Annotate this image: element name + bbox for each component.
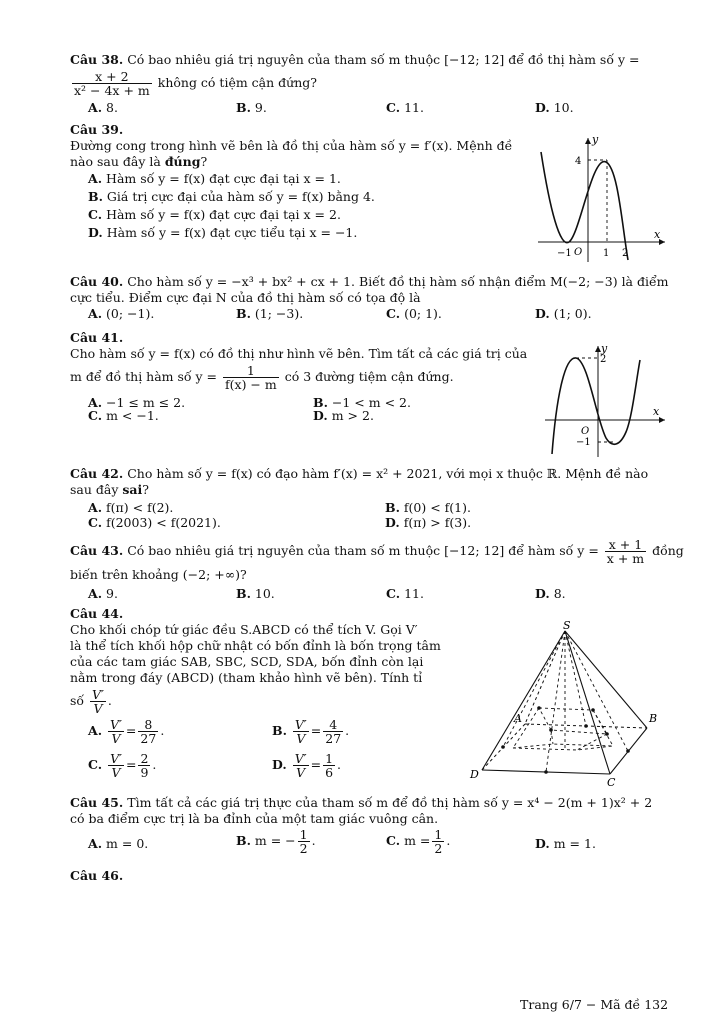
question-label: Câu 41. [70,330,124,345]
vertex-label: B [649,712,658,725]
point [626,749,630,753]
function-graph [540,342,670,462]
question-42: Câu 42. Cho hàm số y = f(x) có đạo hàm f′(x) = x² + 2021, với mọi x thuộc ℝ. Mệnh đề nào sau đây sai? [70,466,649,497]
option-b[interactable]: B. (1; −3). [236,306,304,321]
origin-label: O [574,247,583,258]
question-label: Câu 38. [70,52,124,67]
question-text: của các tam giác SAB, SBC, SCD, SDA, bốn đỉnh còn lại [70,654,424,669]
option-c[interactable]: C. (0; 1). [386,306,442,321]
box-edge [577,734,607,750]
edge-SD [482,631,565,770]
option-d[interactable]: D. 10. [535,100,574,115]
edge-SA [525,631,565,724]
question-text: Cho hàm số y = f(x) có đồ thị như hình vẽ bên. Tìm tất cả các giá trị của [70,346,528,361]
question-46 [70,868,674,884]
question-label: Câu 39. [70,122,124,137]
vertex-label: S [563,619,571,632]
option-a[interactable]: A. −1 ≤ m ≤ 2. [88,395,186,410]
point [591,708,595,712]
origin-label: O [581,426,590,437]
tick-label: 1 [603,248,610,259]
curve [552,358,640,454]
question-text: Có bao nhiêu giá trị nguyên của tham số m thuộc [−12; 12] để đồ thị hàm số y = [127,52,640,67]
question-label: Câu 44. [70,606,124,621]
question-text: có ba điểm cực trị là ba đỉnh của một tam giác vuông cân. [70,811,439,826]
fraction: $\frac{1}{f(x) - m}$ [225,363,277,392]
option-a[interactable]: A. f(π) < f(2). [88,500,174,515]
x-arrow [659,417,665,423]
option-b[interactable]: B. −1 < m < 2. [313,395,411,410]
tick-label: 2 [600,354,607,365]
question-44: Câu 44. Cho khối chóp tứ giác đều S.ABCD có thể tích V. Gọi V′ là thể tích khối hộp chữ nhật có bốn đỉnh là bốn trọng tâm của các tam giác SAB, SBC, SCD, SDA, bốn đỉnh còn lại nằm trong đáy (ABCD) (tham khảo hình vẽ bên). Tính tỉ số $\frac{V'}{V}$ . [70,606,450,715]
point [501,745,505,749]
question-text: Cho hàm số y = −x³ + bx² + cx + 1. Biết đồ thị hàm số nhận điểm M(−2; −3) là điểm [127,274,669,289]
question-text: Có bao nhiêu giá trị nguyên của tham số m thuộc [−12; 12] để hàm số y = [127,543,599,558]
question-43: Câu 43. Có bao nhiêu giá trị nguyên của tham số m thuộc [−12; 12] để hàm số y = $\frac{x + 1}{x + m}$ đồng biến trên khoảng (−2; +∞)? [70,537,684,582]
option-b[interactable]: B. $\frac{V'}{V}$ = $\frac{4}{27}$ . [272,717,350,746]
option-b[interactable]: B. 10. [236,586,275,601]
option-c[interactable]: C. 11. [386,100,424,115]
question-45 [70,795,674,827]
point [584,724,588,728]
box-top [539,708,607,734]
question-38 [70,52,674,97]
curve [541,152,628,260]
option-a[interactable]: A. (0; −1). [88,306,155,321]
x-axis-label: x [654,228,661,241]
pyramid-figure [465,618,665,790]
edge-SB [565,631,647,728]
option-d[interactable]: D. m = 1. [535,836,596,851]
fraction: $\frac{x + 1}{x + m}$ [606,537,645,566]
edge-SC [565,631,610,774]
option-a[interactable]: A. Hàm số y = f(x) đạt cực đại tại x = 1. [88,171,341,186]
option-b[interactable]: B. f(0) < f(1). [385,500,471,515]
option-b[interactable]: B. Giá trị cực đại của hàm số y = f(x) bằng 4. [88,189,375,204]
page-footer: Trang 6/7 − Mã đề 132 [520,997,669,1012]
tick-label: −1 [576,437,591,448]
option-d[interactable]: D. (1; 0). [535,306,592,321]
option-d[interactable]: D. $\frac{V'}{V}$ = $\frac{1}{6}$ . [272,751,342,780]
tick-label: 2 [622,248,629,259]
option-c[interactable]: C. m < −1. [88,408,159,423]
question-label: Câu 45. [70,795,124,810]
fraction: $\frac{x + 2}{\text{x² − 4x + m}}$ [74,69,150,98]
point [605,732,609,736]
question-text: Cho hàm số y = f(x) có đạo hàm f′(x) = x² + 2021, với mọi x thuộc ℝ. Mệnh đề nào [127,466,649,481]
option-c[interactable]: C. Hàm số y = f(x) đạt cực đại tại x = 2. [88,207,341,222]
question-39: Câu 39. Đường cong trong hình vẽ bên là đồ thị của hàm số y = f′(x). Mệnh đề nào sau đây là đúng? [70,122,530,170]
option-b[interactable]: B. 9. [236,100,267,115]
option-d[interactable]: D. 8. [535,586,566,601]
y-axis-label: y [601,342,608,355]
box-bottom [513,744,613,750]
fraction: $\frac{V'}{V}$ [92,687,104,716]
question-text: biến trên khoảng (−2; +∞)? [70,567,247,582]
derivative-graph [530,130,670,265]
option-c[interactable]: C. f(2003) < f(2021). [88,515,221,530]
tick-label: 4 [575,156,582,167]
option-c[interactable]: C. $\frac{V'}{V}$ = $\frac{2}{9}$ . [88,751,157,780]
median [565,631,586,726]
question-text: nằm trong đáy (ABCD) (tham khảo hình vẽ bên). Tính tỉ [70,670,423,685]
y-arrow [585,138,591,144]
option-a[interactable]: A. 9. [88,586,118,601]
question-41: Câu 41. Cho hàm số y = f(x) có đồ thị như hình vẽ bên. Tìm tất cả các giá trị của m để đồ thị hàm số y = $\frac{1}{f(x) - m}$ có 3 đường tiệm cận đứng. [70,330,540,391]
option-d[interactable]: D. Hàm số y = f(x) đạt cực tiểu tại x = −1. [88,225,358,240]
question-label: Câu 46. [70,868,124,883]
question-text: Cho khối chóp tứ giác đều S.ABCD có thể tích V. Gọi V′ [70,622,418,637]
option-a[interactable]: A. 8. [88,100,118,115]
median [503,631,565,747]
point [544,770,548,774]
x-axis-label: x [653,405,660,418]
question-text: cực tiểu. Điểm cực đại N của đồ thị hàm số có tọa độ là [70,290,421,305]
vertex-label: A [514,712,522,725]
median [546,631,565,772]
option-b[interactable]: B. m = − $\frac{1}{2}$ . [236,827,316,856]
vertex-label: D [470,768,479,781]
question-label: Câu 42. [70,466,124,481]
point [549,728,553,732]
option-a[interactable]: A. $\frac{V'}{V}$ = $\frac{8}{27}$ . [88,717,165,746]
question-text: Tìm tất cả các giá trị thực của tham số m để đồ thị hàm số y = x⁴ − 2(m + 1)x² + 2 [127,795,653,810]
tick-label: −1 [557,248,572,259]
question-label: Câu 40. [70,274,124,289]
question-text: là thể tích khối hộp chữ nhật có bốn đỉnh là bốn trọng tâm [70,638,441,653]
option-d[interactable]: D. f(π) > f(3). [385,515,472,530]
question-40 [70,274,674,306]
option-a[interactable]: A. m = 0. [88,836,149,851]
point [537,706,541,710]
question-text: Đường cong trong hình vẽ bên là đồ thị của hàm số y = f′(x). Mệnh đề [70,138,513,153]
y-axis-label: y [592,133,599,146]
option-c[interactable]: C. 11. [386,586,424,601]
question-label: Câu 43. [70,543,124,558]
option-d[interactable]: D. m > 2. [313,408,374,423]
vertex-label: C [607,776,616,789]
question-text: không có tiệm cận đứng? [157,75,317,90]
option-c[interactable]: C. m = $\frac{1}{2}$ . [386,827,451,856]
